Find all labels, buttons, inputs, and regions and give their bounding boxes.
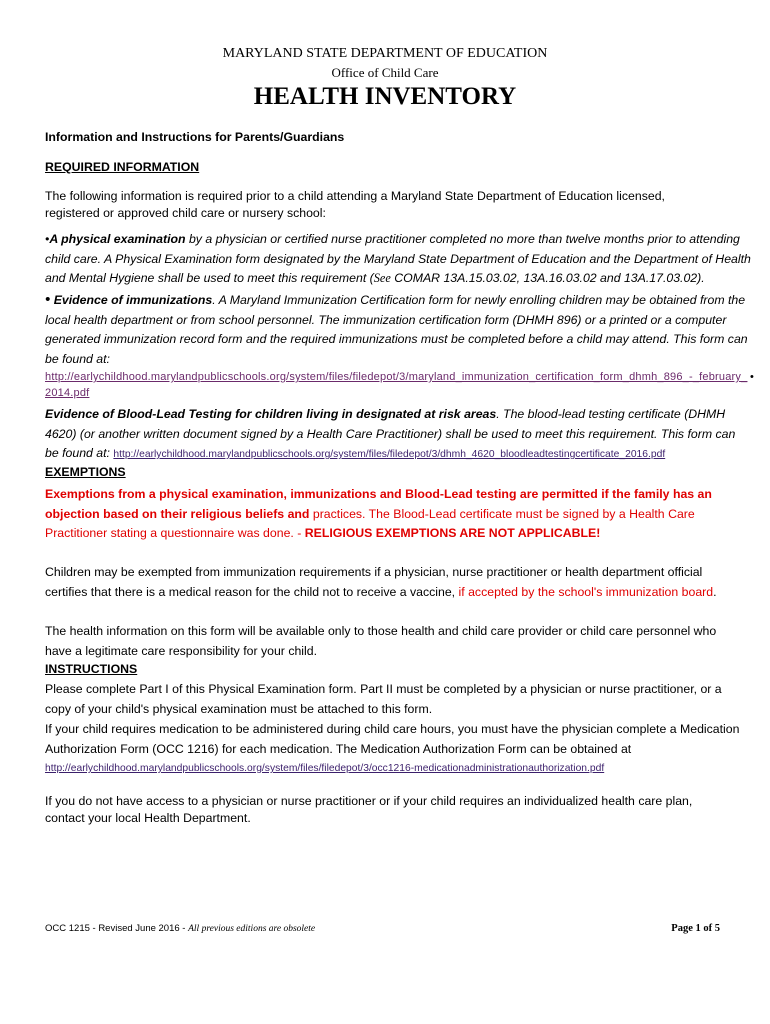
immunizations-text: . A Maryland Immunization Certification form for newly enrolling children may be obtained from the local health department or from school personnel. The immunization certification form (DHMH 896) or a printed or a computer generated immunization record form and the required immunizations must be completed before a child may attend. This form can be found at: [45,293,748,366]
immunization-form-link[interactable]: http://earlychildhood.marylandpublicschools.org/system/files/filedepot/3/maryland_immunization_certification_form_dhmh_896_-_february_2014.pdf [45,371,748,399]
physical-exam-text: by a physician or certified nurse practitioner completed no more than twelve months prior to attending child care. A Physical Examination form designated by the Maryland State Department of Education and the Department of Health and Mental Hygiene shall be used to meet this requirement ( [45,232,751,285]
bullet-icon: • [750,371,754,383]
required-intro-paragraph: The following information is required prior to a child attending a Maryland State Department of Education licensed, registered or approved child care or nursery school: [45,189,665,220]
medical-exemption-paragraph [45,563,735,602]
medical-exemption-text: Children may be exempted from immunization requirements if a physician, nurse practitioner or health department official certifies that there is a medical reason for the child not to receive a vaccine, [45,565,703,599]
form-revision-footer [45,923,315,934]
blood-lead-title: Evidence of Blood-Lead Testing for children living in designated at risk areas [45,407,497,421]
blood-lead-text: . The blood-lead testing certificate (DHMH 4620) (or another written document signed by a Health Care Practitioner) shall be used to meet this requirement. This form can be found at: [45,407,736,460]
medication-form-link-container [45,760,750,774]
form-revision-text: OCC 1215 - Revised June 2016 - [45,923,189,934]
exemptions-text: practices. The Blood-Lead certificate must be signed by a Health Care Practitioner stating a questionnaire was done. - [45,506,695,540]
blood-lead-form-link[interactable]: http://earlychildhood.marylandpublicschools.org/system/files/filedepot/3/dhmh_4620_bloodleadtestingcertificate_2016.pdf [113,449,666,460]
medical-exemption-end: . [713,584,717,599]
instructions-paragraph-1: Please complete Part I of this Physical Examination form. Part II must be completed by a physician or nurse practitioner, or a copy of your child's physical examination must be attached to this form. [45,682,722,716]
required-information-heading: REQUIRED INFORMATION [45,160,200,174]
instructions-paragraph-3: If you do not have access to a physician or nurse practitioner or if your child requires an individualized health care plan, contact your local Health Department. [45,794,693,825]
page-number: Page 1 of 5 [671,923,720,934]
obsolete-notice: All previous editions are obsolete [188,924,316,934]
comar-references: COMAR 13A.15.03.02, 13A.16.03.02 and 13A.17.03.02). [390,271,705,285]
see-reference: See [373,271,391,285]
health-information-paragraph: The health information on this form will be available only to those health and child care provider or child care personnel who have a legitimate care responsibility for your child. [45,624,717,658]
bullet-icon: • [45,232,50,246]
physical-exam-item [45,230,760,289]
medication-form-link[interactable]: http://earlychildhood.marylandpublicschools.org/system/files/filedepot/3/occ1216-medicationadministrationauthorization.pdf [45,763,605,774]
instructions-heading: INSTRUCTIONS [45,662,138,676]
immunization-board-text: if accepted by the school's immunization board [455,584,714,599]
exemptions-bold-text: Exemptions from a physical examination, immunizations and Blood-Lead testing are permitted if the family has an objection based on their religious beliefs and [45,487,712,521]
agency-name: MARYLAND STATE DEPARTMENT OF EDUCATION [222,46,548,61]
blood-lead-item [45,405,750,465]
document-title: HEALTH INVENTORY [253,83,517,110]
religious-not-applicable: RELIGIOUS EXEMPTIONS ARE NOT APPLICABLE! [304,526,601,540]
exemptions-paragraph [45,485,735,544]
immunization-form-link-container [45,369,750,401]
instructions-paragraph-2: If your child requires medication to be administered during child care hours, you must have the physician complete a Medication Authorization Form (OCC 1216) for each medication. The Medication Authorization Form can be obtained at [45,722,740,756]
office-name: Office of Child Care [331,65,439,80]
bullet-icon: • [45,291,51,308]
immunizations-title: Evidence of immunizations [53,293,213,307]
physical-exam-title: A physical examination [49,232,186,246]
immunizations-item [45,290,760,369]
exemptions-heading: EXEMPTIONS [45,465,126,479]
intro-heading: Information and Instructions for Parents/Guardians [45,130,345,144]
